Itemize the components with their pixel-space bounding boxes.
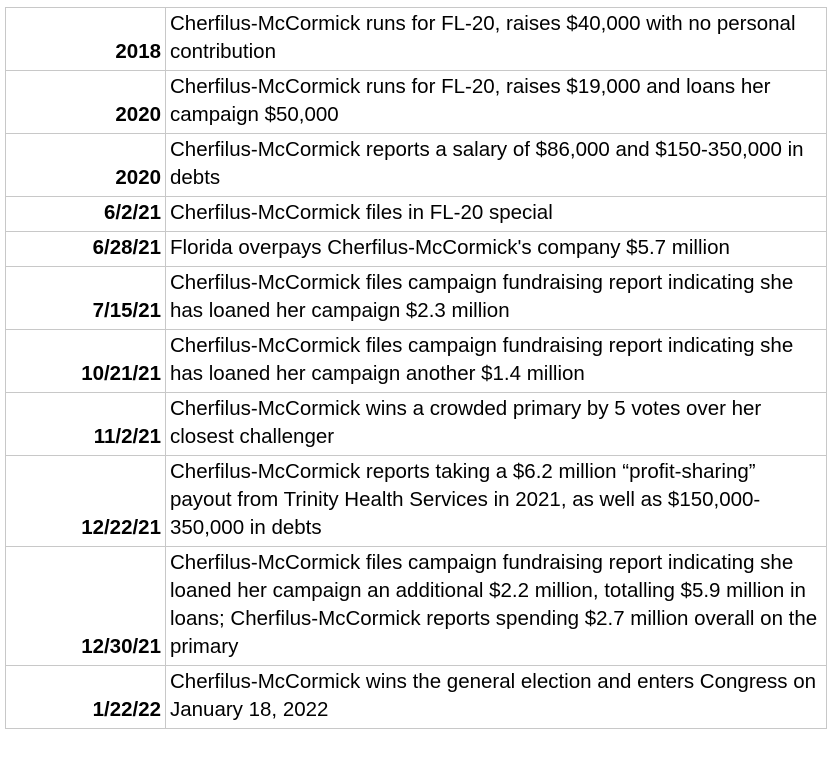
table-row [6, 393, 827, 456]
table-row [6, 330, 827, 393]
event-cell: Florida overpays Cherfilus-McCormick's company $5.7 million [166, 232, 827, 267]
date-cell: 2018 [6, 8, 166, 71]
date-cell: 6/2/21 [6, 197, 166, 232]
table-row [6, 71, 827, 134]
date-cell: 12/30/21 [6, 547, 166, 666]
date-cell: 10/21/21 [6, 330, 166, 393]
event-cell: Cherfilus-McCormick reports a salary of $86,000 and $150-350,000 in debts [166, 134, 827, 197]
date-cell: 12/22/21 [6, 456, 166, 547]
date-cell: 2020 [6, 134, 166, 197]
table-row [6, 267, 827, 330]
date-cell: 7/15/21 [6, 267, 166, 330]
date-cell: 11/2/21 [6, 393, 166, 456]
table-row [6, 456, 827, 547]
table-row [6, 197, 827, 232]
table-row [6, 666, 827, 729]
table-row [6, 8, 827, 71]
event-cell: Cherfilus-McCormick wins a crowded primary by 5 votes over her closest challenger [166, 393, 827, 456]
date-cell: 6/28/21 [6, 232, 166, 267]
date-cell: 1/22/22 [6, 666, 166, 729]
table-row [6, 547, 827, 666]
event-cell: Cherfilus-McCormick files campaign fundraising report indicating she has loaned her campaign $2.3 million [166, 267, 827, 330]
date-cell: 2020 [6, 71, 166, 134]
event-cell: Cherfilus-McCormick files campaign fundraising report indicating she loaned her campaign an additional $2.2 million, totalling $5.9 million in loans; Cherfilus-McCormick reports spending $2.7 million overall on the primary [166, 547, 827, 666]
event-cell: Cherfilus-McCormick wins the general election and enters Congress on January 18, 2022 [166, 666, 827, 729]
event-cell: Cherfilus-McCormick runs for FL-20, raises $40,000 with no personal contribution [166, 8, 827, 71]
event-cell: Cherfilus-McCormick runs for FL-20, raises $19,000 and loans her campaign $50,000 [166, 71, 827, 134]
event-cell: Cherfilus-McCormick reports taking a $6.2 million “profit-sharing” payout from Trinity Health Services in 2021, as well as $150,000-350,000 in debts [166, 456, 827, 547]
event-cell: Cherfilus-McCormick files campaign fundraising report indicating she has loaned her campaign another $1.4 million [166, 330, 827, 393]
event-cell: Cherfilus-McCormick files in FL-20 special [166, 197, 827, 232]
timeline-table [5, 7, 827, 729]
table-row [6, 134, 827, 197]
table-row [6, 232, 827, 267]
